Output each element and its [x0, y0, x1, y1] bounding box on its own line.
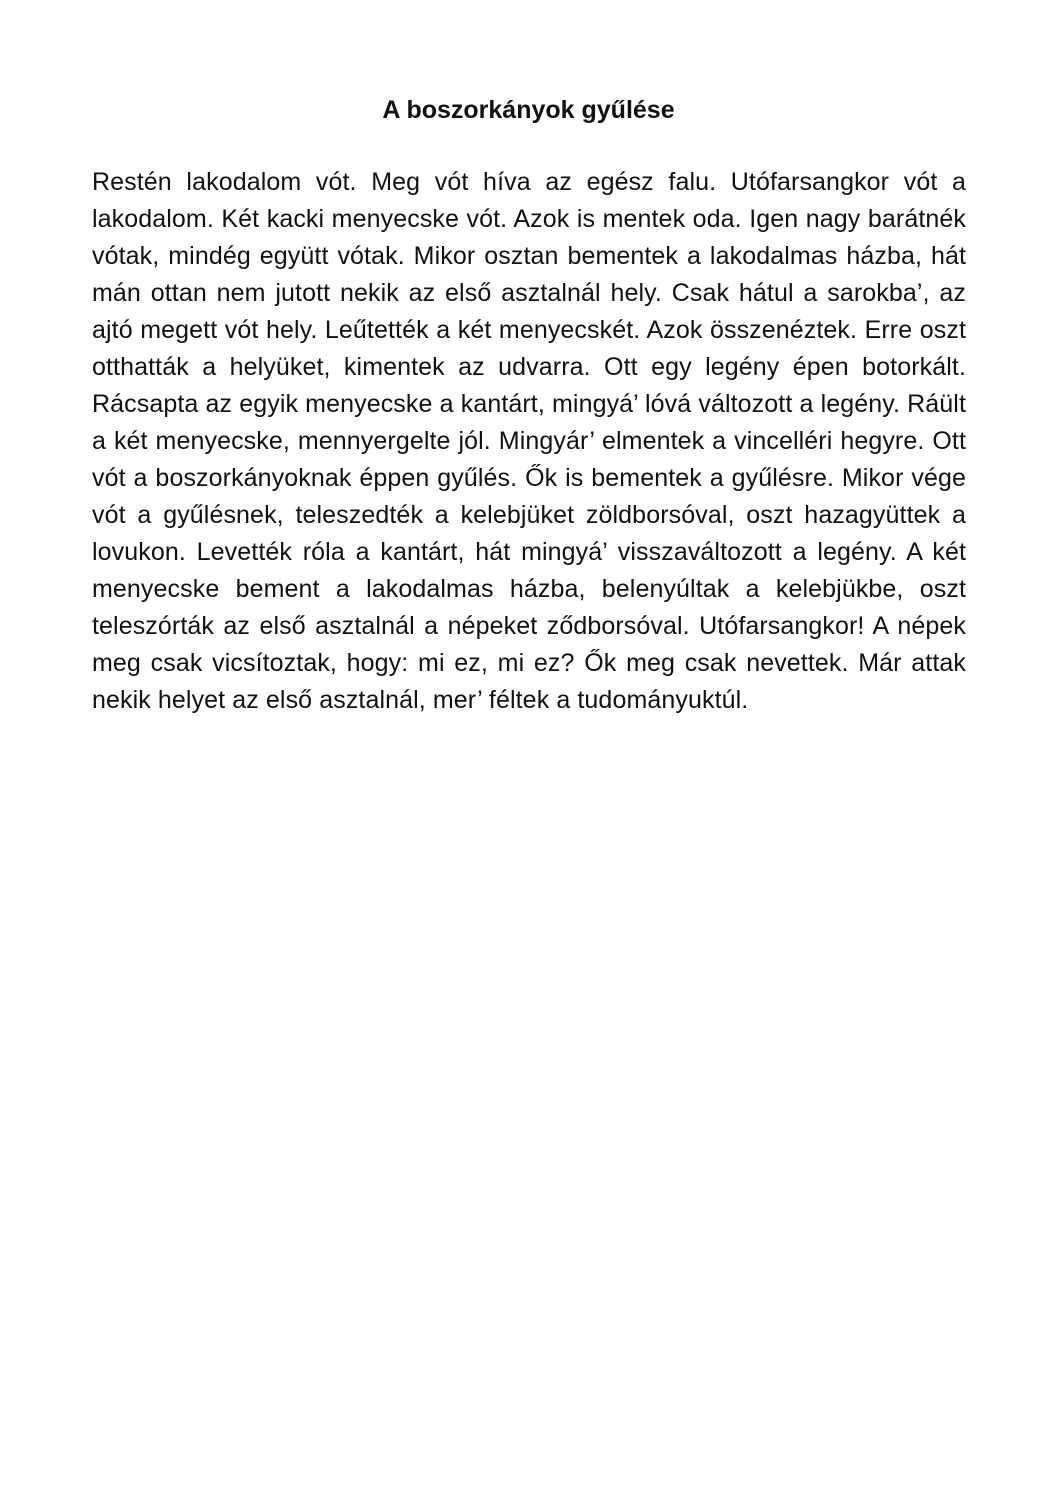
document-title: A boszorkányok gyűlése: [382, 96, 675, 124]
document-body-paragraph: Restén lakodalom vót. Meg vót híva az egész falu. Utófarsangkor vót a lakodalom. Két kacki menyecske vót. Azok is mentek oda. Igen nagy barátnék vótak, mindég együtt vótak. Mikor osztan bementek a lakodalmas házba, hát mán ottan nem jutott nekik az első asztalnál hely. Csak hátul a sarokba’, az ajtó megett vót hely. Leűtették a két menyecskét. Azok összenéztek. Erre oszt otthatták a helyüket, kimentek az udvarra. Ott egy legény épen botorkált. Rácsapta az egyik menyecske a kantárt, mingyá’ lóvá változott a legény. Ráült a két menyecske, mennyergelte jól. Mingyár’ elmentek a vincelléri hegyre. Ott vót a boszorkányoknak éppen gyűlés. Ők is bementek a gyűlésre. Mikor vége vót a gyűlésnek, teleszedték a kelebjüket zöldborsóval, oszt hazagyüttek a lovukon. Levették róla a kantárt, hát mingyá’ visszaváltozott a legény. A két menyecske bement a lakodalmas házba, belenyúltak a kelebjükbe, oszt teleszórták az első asztalnál a népeket ződborsóval. Utófarsangkor! A népek meg csak vicsítoztak, hogy: mi ez, mi ez? Ők meg csak nevettek. Már attak nekik helyet az első asztalnál, mer’ féltek a tudományuktúl.: [92, 168, 966, 714]
